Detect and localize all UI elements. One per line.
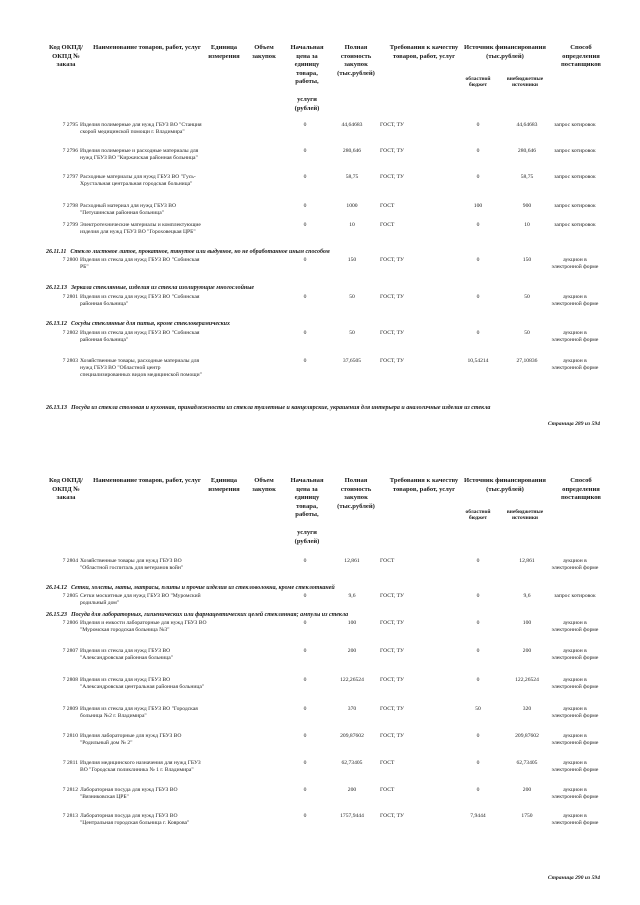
row-price: 0 bbox=[303, 620, 307, 626]
row-price: 0 bbox=[303, 358, 307, 364]
section-code: 26.13.12 bbox=[46, 321, 67, 327]
row-cost: 370 bbox=[347, 706, 357, 712]
row-regional: 0 bbox=[476, 648, 480, 654]
row-cost: 200 bbox=[347, 648, 357, 654]
header-requirements: Требования к качеству товаров, работ, услуг bbox=[389, 44, 459, 60]
section-code: 26.14.12 bbox=[46, 585, 67, 591]
section-code: 26.13.13 bbox=[46, 405, 67, 411]
row-regional: 0 bbox=[476, 330, 480, 336]
row-code: 7 2800 bbox=[62, 257, 78, 263]
row-price: 0 bbox=[303, 257, 307, 263]
row-regional: 10,54214 bbox=[467, 358, 489, 364]
section-heading bbox=[46, 321, 606, 329]
row-requirements: ГОСТ, ТУ bbox=[380, 648, 404, 654]
row-regional: 0 bbox=[476, 222, 480, 228]
row-nonbudget: 9,6 bbox=[523, 593, 531, 599]
row-price: 0 bbox=[303, 558, 307, 564]
header-price: Начальная цена за единицу товара, работы, bbox=[290, 477, 324, 519]
row-requirements: ГОСТ, ТУ bbox=[380, 813, 404, 819]
row-regional: 0 bbox=[476, 733, 480, 739]
section-title: Сосуды стеклянные для питья, кроме стеклокерамических bbox=[71, 321, 230, 327]
section-heading bbox=[46, 249, 606, 257]
row-code: 7 2799 bbox=[62, 222, 78, 228]
row-regional: 0 bbox=[476, 122, 480, 128]
header-cost: Полная стоимость закупок (тыс.рублей) bbox=[337, 44, 375, 77]
header-name: Наименование товаров, работ, услуг bbox=[93, 44, 201, 51]
row-method: аукцион в электронной форме bbox=[551, 787, 599, 801]
row-name: Изделия медицинского назначения для нужд ГБУЗ ВО "Городская поликлиника № 1 г. Владимира" bbox=[80, 760, 201, 774]
row-nonbudget: 209,87602 bbox=[515, 733, 539, 739]
header-unit: Единица измерения bbox=[208, 44, 240, 60]
row-cost: 122,26524 bbox=[340, 677, 364, 683]
table-header bbox=[0, 445, 640, 555]
row-name: Расходный материал для нужд ГБУЗ ВО "Петушинская районная больница" bbox=[80, 203, 177, 217]
row-name: Изделия полимерные и расходные материалы для нужд ГБУЗ ВО "Киржачская районная больница" bbox=[80, 148, 199, 162]
row-code: 7 2797 bbox=[62, 174, 78, 180]
row-regional: 0 bbox=[476, 558, 480, 564]
row-requirements: ГОСТ, ТУ bbox=[380, 148, 404, 154]
row-price: 0 bbox=[303, 148, 307, 154]
row-nonbudget: 12,861 bbox=[519, 558, 535, 564]
row-price: 0 bbox=[303, 203, 307, 209]
row-price: 0 bbox=[303, 813, 307, 819]
row-regional: 100 bbox=[473, 203, 483, 209]
row-method: запрос котировок bbox=[554, 222, 596, 228]
header-method: Способ определения поставщиков bbox=[561, 477, 601, 502]
row-name: Лабораторная посуда для нужд ГБУЗ ВО "Вязниковская ЦРБ" bbox=[80, 787, 178, 801]
row-nonbudget: 62,73405 bbox=[516, 760, 538, 766]
row-nonbudget: 122,26524 bbox=[515, 677, 539, 683]
row-requirements: ГОСТ, ТУ bbox=[380, 706, 404, 712]
row-method: запрос котировок bbox=[554, 122, 596, 128]
row-name: Электротехнические материалы и комплектующие изделия для нужд ГБУЗ ВО "Гороховецкая ЦРБ" bbox=[80, 222, 201, 236]
row-cost: 10 bbox=[349, 222, 355, 228]
table-header bbox=[0, 0, 640, 110]
row-cost: 1757,9444 bbox=[340, 813, 364, 819]
row-price: 0 bbox=[303, 122, 307, 128]
row-requirements: ГОСТ, ТУ bbox=[380, 257, 404, 263]
row-name: Изделия полимерные для нужд ГБУЗ ВО "Станция скорой медицинской помощи г. Владимира" bbox=[80, 122, 202, 136]
row-regional: 0 bbox=[476, 760, 480, 766]
row-requirements: ГОСТ bbox=[380, 760, 395, 766]
row-regional: 0 bbox=[476, 620, 480, 626]
row-regional: 0 bbox=[476, 174, 480, 180]
header-volume: Объем закупок bbox=[252, 44, 276, 60]
header-unit: Единица измерения bbox=[208, 477, 240, 493]
row-name: Изделия и емкости лабораторные для нужд ГБУЗ ВО "Муромская городская больница №3" bbox=[80, 620, 207, 634]
row-nonbudget: 320 bbox=[522, 706, 532, 712]
row-price: 0 bbox=[303, 677, 307, 683]
section-title: Сетки, холсты, маты, матрасы, плиты и прочие изделия из стекловолокна, кроме стеклотканей bbox=[71, 585, 335, 591]
row-price: 0 bbox=[303, 330, 307, 336]
header-volume: Объем закупок bbox=[252, 477, 276, 493]
row-regional: 0 bbox=[476, 677, 480, 683]
row-nonbudget: 1750 bbox=[521, 813, 533, 819]
row-nonbudget: 50 bbox=[524, 330, 530, 336]
row-name: Изделия из стекла для нужд ГБУЗ ВО "Собинская РБ" bbox=[80, 257, 200, 271]
row-name: Лабораторная посуда для нужд ГБУЗ ВО "Центральная городская больница г. Коврова" bbox=[80, 813, 190, 827]
section-title: Стекло листовое литое, прокатное, тянутое или выдувное, но не обработанное иным способом bbox=[70, 249, 330, 255]
row-regional: 50 bbox=[475, 706, 481, 712]
row-name: Изделия из стекла для нужд ГБУЗ ВО "Александровская районная больница" bbox=[80, 648, 173, 662]
row-nonbudget: 200 bbox=[522, 787, 532, 793]
row-price: 0 bbox=[303, 174, 307, 180]
row-cost: 58,75 bbox=[345, 174, 359, 180]
header-price-sub: услуги (рублей) bbox=[294, 529, 320, 545]
header-method: Способ определения поставщиков bbox=[561, 44, 601, 69]
row-code: 7 2812 bbox=[62, 787, 78, 793]
header-cost: Полная стоимость закупок (тыс.рублей) bbox=[337, 477, 375, 510]
row-name: Изделия из стекла для нужд ГБУЗ ВО "Городская больница №2 г. Владимира" bbox=[80, 706, 198, 720]
row-method: аукцион в электронной форме bbox=[551, 620, 599, 634]
row-name: Расходные материалы для нужд ГБУЗ ВО "Гусь-Хрустальная центральная городская больница" bbox=[80, 174, 196, 188]
row-method: аукцион в электронной форме bbox=[551, 813, 599, 827]
row-code: 7 2802 bbox=[62, 330, 78, 336]
row-regional: 0 bbox=[476, 593, 480, 599]
row-requirements: ГОСТ bbox=[380, 203, 395, 209]
row-code: 7 2811 bbox=[62, 760, 78, 766]
row-code: 7 2805 bbox=[62, 593, 78, 599]
row-price: 0 bbox=[303, 733, 307, 739]
row-code: 7 2806 bbox=[62, 620, 78, 626]
header-source-nonbudget: внебюджетные источники bbox=[506, 509, 544, 522]
header-price-sub: услуги (рублей) bbox=[294, 96, 320, 112]
row-price: 0 bbox=[303, 760, 307, 766]
row-cost: 37,6505 bbox=[342, 358, 362, 364]
row-code: 7 2809 bbox=[62, 706, 78, 712]
section-heading bbox=[46, 405, 606, 413]
row-price: 0 bbox=[303, 294, 307, 300]
row-name: Сетки москитные для нужд ГБУЗ ВО "Муромский родильный дом" bbox=[80, 593, 201, 607]
row-requirements: ГОСТ, ТУ bbox=[380, 174, 404, 180]
row-code: 7 2796 bbox=[62, 148, 78, 154]
row-cost: 150 bbox=[347, 257, 357, 263]
header-code: Код ОКПД/ ОКПД № заказа bbox=[49, 477, 83, 502]
section-title: Зеркала стеклянные, изделия из стекла изолирующие многослойные bbox=[71, 285, 255, 291]
section-title: Посуда из стекла столовая и кухонная, принадлежности из стекла туалетные и канцелярские, украшения для интерьера и аналогичные изделия из стекла bbox=[71, 405, 491, 411]
row-code: 7 2801 bbox=[62, 294, 78, 300]
row-nonbudget: 280,646 bbox=[517, 148, 537, 154]
section-heading bbox=[46, 612, 606, 620]
document-page-289 bbox=[0, 0, 640, 445]
row-price: 0 bbox=[303, 593, 307, 599]
row-requirements: ГОСТ bbox=[380, 222, 395, 228]
row-method: аукцион в электронной форме bbox=[551, 706, 599, 720]
row-method: аукцион в электронной форме bbox=[551, 733, 599, 747]
document-page-290 bbox=[0, 445, 640, 905]
row-requirements: ГОСТ, ТУ bbox=[380, 358, 404, 364]
row-regional: 0 bbox=[476, 257, 480, 263]
row-price: 0 bbox=[303, 222, 307, 228]
row-method: аукцион в электронной форме bbox=[551, 257, 599, 271]
section-title: Посуда для лабораторных, гигиенических или фармацевтических целей стеклянная; ампулы из стекла bbox=[71, 612, 349, 618]
row-price: 0 bbox=[303, 706, 307, 712]
row-name: Хозяйственные товары, расходные материалы для нужд ГБУЗ ВО "Областной центр специализированных видов медицинской помощи" bbox=[80, 358, 202, 379]
row-method: аукцион в электронной форме bbox=[551, 330, 599, 344]
row-requirements: ГОСТ bbox=[380, 558, 395, 564]
row-cost: 280,646 bbox=[342, 148, 362, 154]
row-requirements: ГОСТ, ТУ bbox=[380, 122, 404, 128]
row-cost: 62,73405 bbox=[341, 760, 363, 766]
row-cost: 209,87602 bbox=[340, 733, 364, 739]
row-nonbudget: 150 bbox=[522, 257, 532, 263]
row-code: 7 2798 bbox=[62, 203, 78, 209]
row-method: аукцион в электронной форме bbox=[551, 677, 599, 691]
row-method: аукцион в электронной форме bbox=[551, 558, 599, 572]
row-regional: 7,9444 bbox=[470, 813, 486, 819]
header-requirements: Требования к качеству товаров, работ, услуг bbox=[389, 477, 459, 493]
row-requirements: ГОСТ, ТУ bbox=[380, 593, 404, 599]
row-name: Изделия из стекла для нужд ГБУЗ ВО "Собинская районная больница" bbox=[80, 294, 200, 308]
row-cost: 50 bbox=[349, 294, 355, 300]
row-nonbudget: 44,64683 bbox=[516, 122, 538, 128]
row-nonbudget: 900 bbox=[522, 203, 532, 209]
row-method: аукцион в электронной форме bbox=[551, 358, 599, 372]
row-cost: 9,6 bbox=[348, 593, 356, 599]
row-price: 0 bbox=[303, 648, 307, 654]
section-code: 26.11.11 bbox=[46, 249, 67, 255]
header-code: Код ОКПД/ ОКПД № заказа bbox=[49, 44, 83, 69]
row-nonbudget: 50 bbox=[524, 294, 530, 300]
row-method: запрос котировок bbox=[554, 203, 596, 209]
row-name: Изделия из стекла для нужд ГБУЗ ВО "Александровская центральная районная больница" bbox=[80, 677, 205, 691]
section-heading bbox=[46, 585, 606, 593]
row-nonbudget: 100 bbox=[522, 620, 532, 626]
row-cost: 100 bbox=[347, 620, 357, 626]
row-requirements: ГОСТ, ТУ bbox=[380, 677, 404, 683]
row-requirements: ГОСТ, ТУ bbox=[380, 733, 404, 739]
header-name: Наименование товаров, работ, услуг bbox=[93, 477, 201, 484]
row-nonbudget: 10 bbox=[524, 222, 530, 228]
row-cost: 200 bbox=[347, 787, 357, 793]
row-method: аукцион в электронной форме bbox=[551, 760, 599, 774]
row-regional: 0 bbox=[476, 148, 480, 154]
row-cost: 12,861 bbox=[344, 558, 360, 564]
row-requirements: ГОСТ, ТУ bbox=[380, 294, 404, 300]
row-cost: 1000 bbox=[346, 203, 358, 209]
header-source-regional: областной бюджет bbox=[465, 76, 491, 89]
header-source: Источник финансирования (тыс.рублей) bbox=[464, 477, 546, 493]
header-price: Начальная цена за единицу товара, работы, bbox=[290, 44, 324, 86]
row-method: запрос котировок bbox=[554, 148, 596, 154]
row-method: запрос котировок bbox=[554, 593, 596, 599]
row-regional: 0 bbox=[476, 294, 480, 300]
row-code: 7 2807 bbox=[62, 648, 78, 654]
row-code: 7 2808 bbox=[62, 677, 78, 683]
row-method: запрос котировок bbox=[554, 174, 596, 180]
header-source-nonbudget: внебюджетные источники bbox=[506, 76, 544, 89]
row-regional: 0 bbox=[476, 787, 480, 793]
row-name: Изделия из стекла для нужд ГБУЗ ВО "Собинская районная больница" bbox=[80, 330, 200, 344]
row-requirements: ГОСТ, ТУ bbox=[380, 330, 404, 336]
row-cost: 50 bbox=[349, 330, 355, 336]
row-nonbudget: 27,10836 bbox=[516, 358, 538, 364]
row-cost: 44,64683 bbox=[341, 122, 363, 128]
row-code: 7 2804 bbox=[62, 558, 78, 564]
row-code: 7 2810 bbox=[62, 733, 78, 739]
page-number: Страница 290 из 594 bbox=[547, 875, 600, 881]
row-code: 7 2803 bbox=[62, 358, 78, 364]
row-name: Хозяйственные товары для нужд ГБУЗ ВО "Областной госпиталь для ветеранов войн" bbox=[80, 558, 184, 572]
header-source: Источник финансирования (тыс.рублей) bbox=[464, 44, 546, 60]
page-number: Страница 289 из 594 bbox=[547, 421, 600, 427]
row-method: аукцион в электронной форме bbox=[551, 294, 599, 308]
header-source-regional: областной бюджет bbox=[465, 509, 491, 522]
row-price: 0 bbox=[303, 787, 307, 793]
row-requirements: ГОСТ bbox=[380, 787, 395, 793]
section-code: 26.12.13 bbox=[46, 285, 67, 291]
row-nonbudget: 200 bbox=[522, 648, 532, 654]
section-heading bbox=[46, 285, 606, 293]
row-name: Изделия лабораторные для нужд ГБУЗ ВО "Родильный дом № 2" bbox=[80, 733, 182, 747]
row-requirements: ГОСТ, ТУ bbox=[380, 620, 404, 626]
section-code: 26.15.23 bbox=[46, 612, 67, 618]
row-method: аукцион в электронной форме bbox=[551, 648, 599, 662]
row-code: 7 2795 bbox=[62, 122, 78, 128]
row-nonbudget: 58,75 bbox=[520, 174, 534, 180]
row-code: 7 2813 bbox=[62, 813, 78, 819]
